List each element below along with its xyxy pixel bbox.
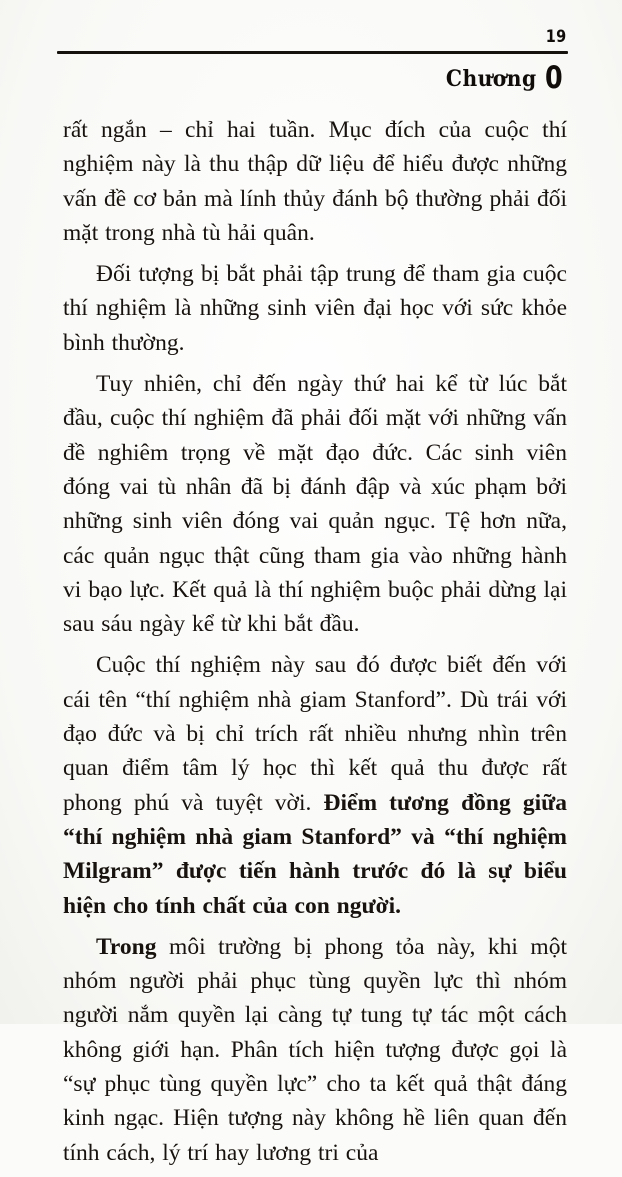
chapter-label: Chương: [445, 66, 537, 92]
text-segment-bold: Điểm tương đồng giữa “thí nghiệm nhà giam Stanford” và “thí nghiệm Milgram” được tiến hành trước đó là sự biểu hiện cho tính chất của con người.: [63, 789, 568, 919]
header-rule: [57, 51, 568, 54]
paragraph: [63, 113, 567, 250]
text-segment: rất ngắn – chỉ hai tuần. Mục đích của cuộc thí nghiệm này là thu thập dữ liệu để hiểu được những vấn đề cơ bản mà lính thủy đánh bộ thường phải đối mặt trong nhà tù hải quân.: [63, 117, 567, 246]
paragraph: [63, 930, 567, 1170]
paragraph: [63, 257, 567, 360]
body-text: [63, 113, 567, 1177]
paragraph: [63, 367, 567, 641]
chapter-heading: [438, 60, 567, 96]
page-number: 19: [546, 27, 567, 47]
text-segment: Cuộc thí nghiệm này sau đó được biết đến với cái tên “thí nghiệm nhà giam Stanford”. Dù trái với đạo đức và bị chỉ trích rất nhiều nhưng nhìn trên quan điểm tâm lý học thì kết quả thu được rất phong phú và tuyệt vời.: [63, 652, 567, 816]
text-segment: Tuy nhiên, chỉ đến ngày thứ hai kể từ lúc bắt đầu, cuộc thí nghiệm đã phải đối mặt với những vấn đề nghiêm trọng về mặt đạo đức. Các sinh viên đóng vai tù nhân đã bị đánh đập và xúc phạm bởi những sinh viên đóng vai quản ngục. Tệ hơn nữa, các quản ngục thật cũng tham gia vào những hành vi bạo lực. Kết quả là thí nghiệm buộc phải dừng lại sau sáu ngày kể từ khi bắt đầu.: [63, 371, 567, 638]
text-segment: môi trường bị phong tỏa này, khi một nhóm người phải phục tùng quyền lực thì nhóm người nắm quyền lại càng tự tung tự tác một cách không giới hạn. Phân tích hiện tượng được gọi là “sự phục tùng quyền lực” cho ta kết quả thật đáng kinh ngạc. Hiện tượng này không hề liên quan đến tính cách, lý trí hay lương tri của: [63, 933, 567, 1166]
chapter-number: 0: [545, 60, 564, 96]
paragraph: [63, 648, 567, 922]
text-segment-bold: Trong: [96, 933, 157, 960]
text-segment: Đối tượng bị bắt phải tập trung để tham gia cuộc thí nghiệm là những sinh viên đại học với sức khỏe bình thường.: [63, 261, 567, 356]
